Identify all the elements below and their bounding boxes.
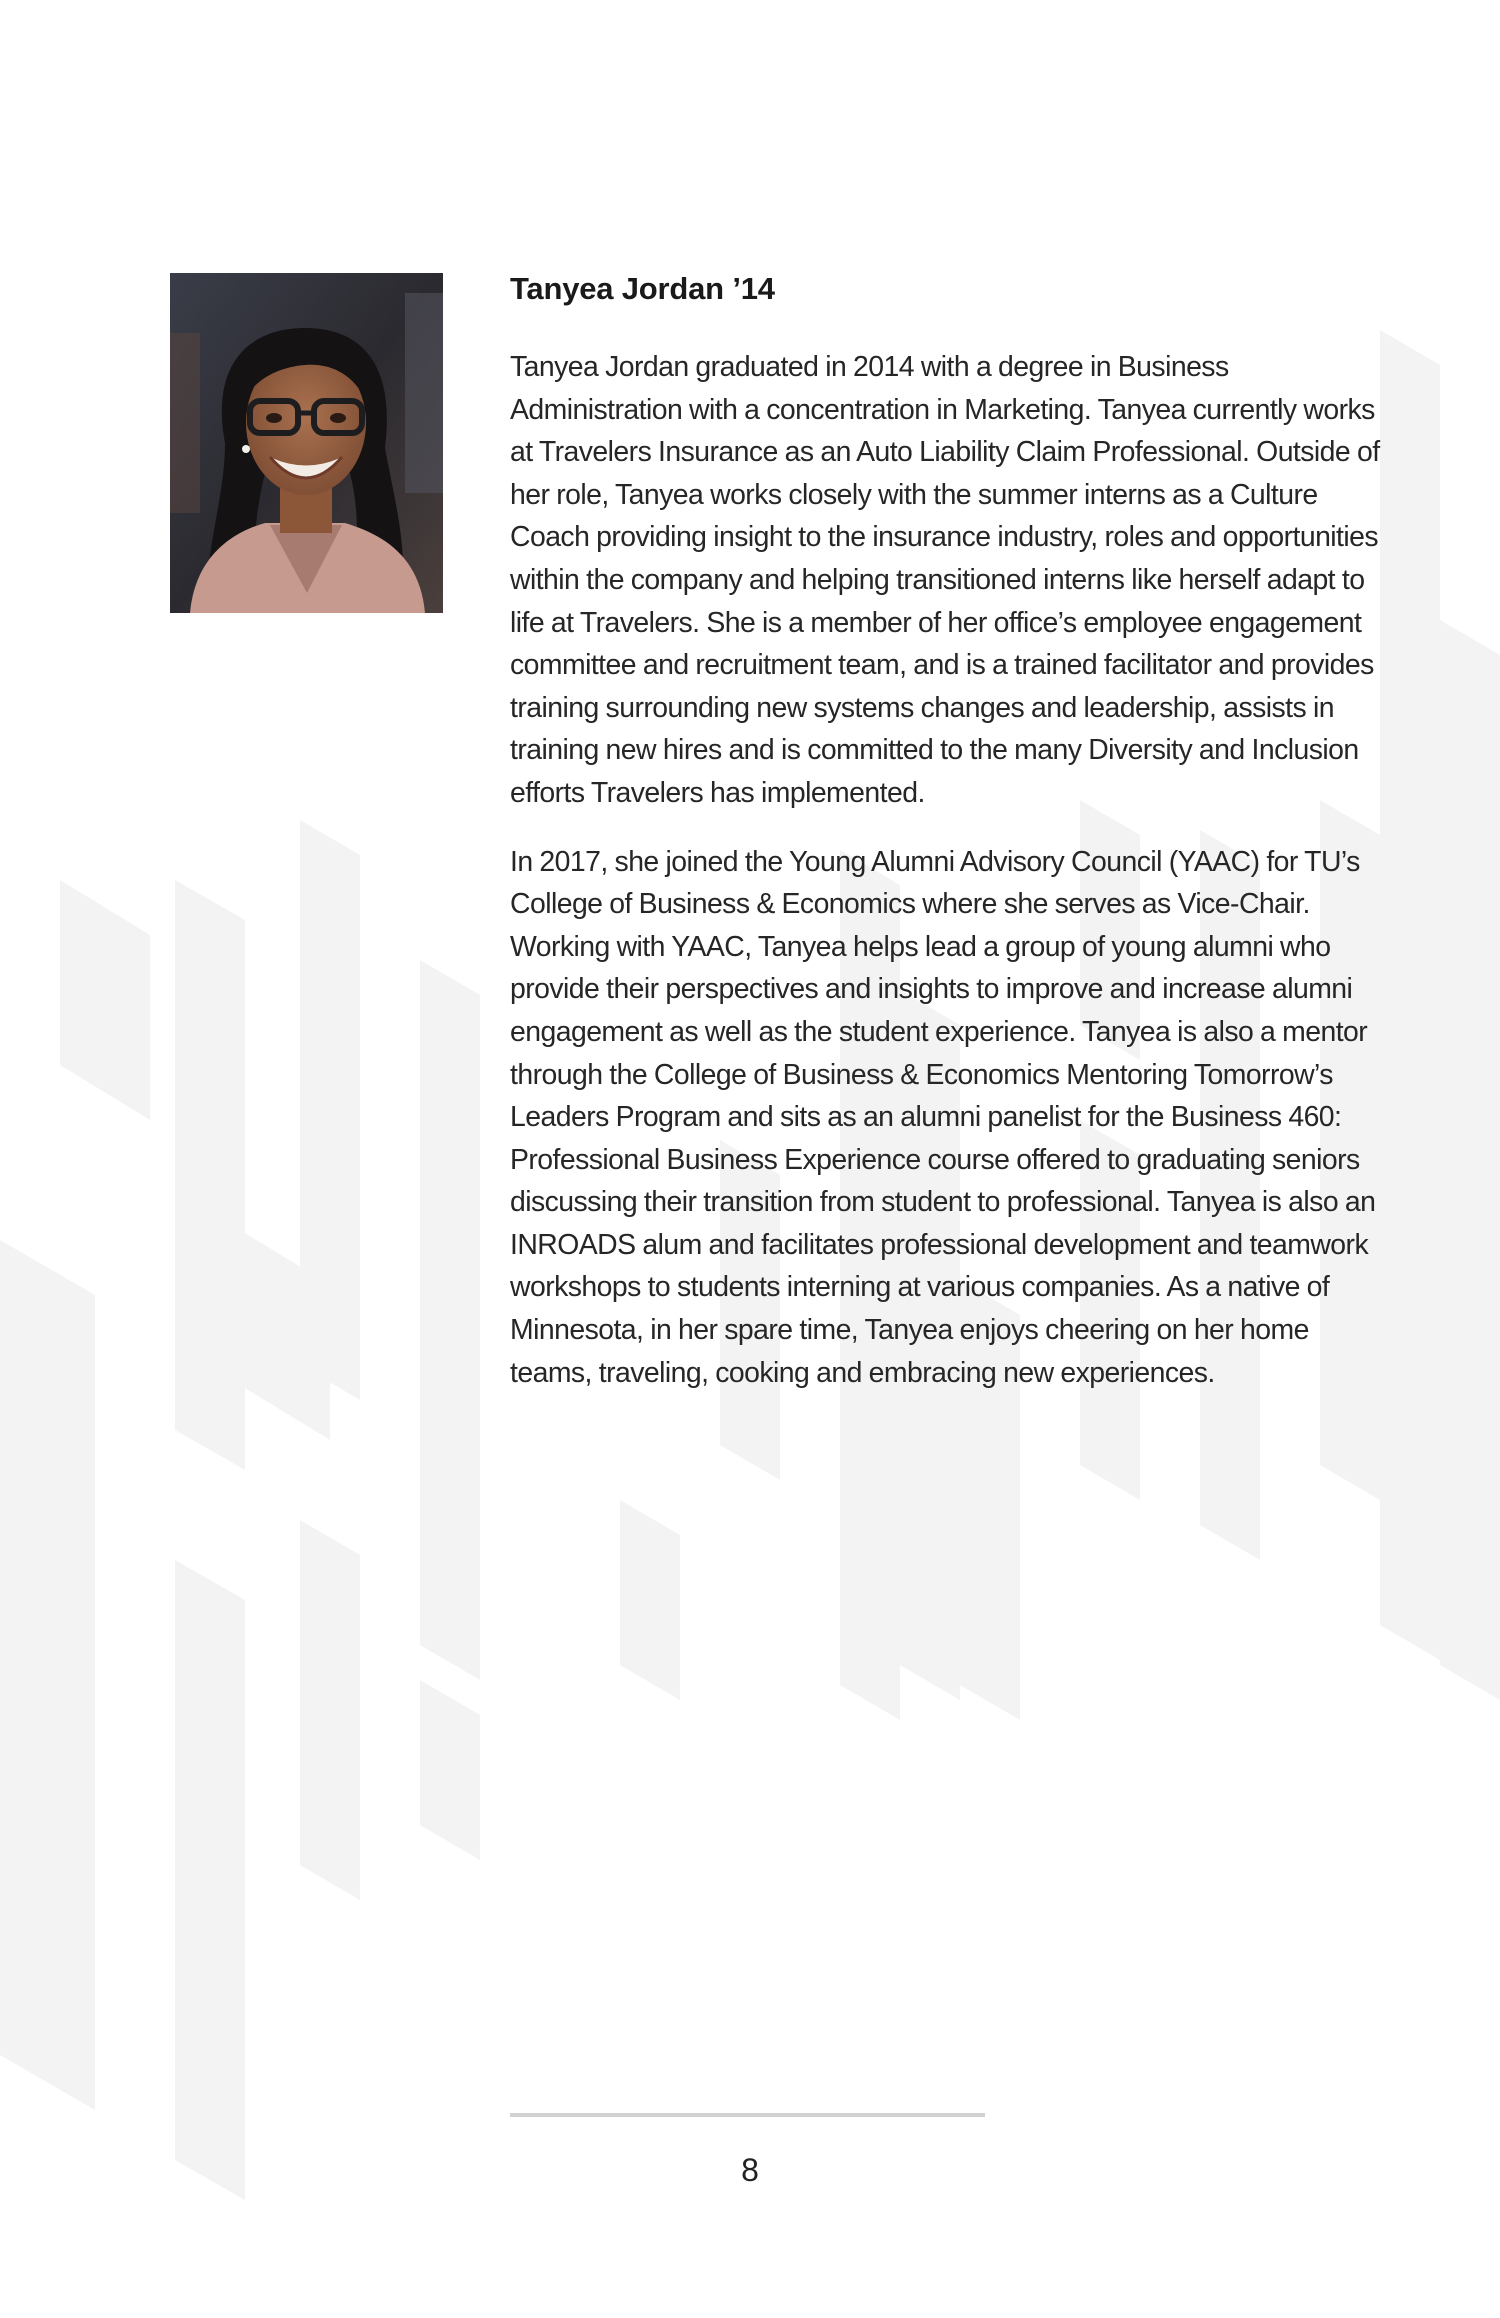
page-number: 8 — [741, 2152, 759, 2188]
bio-paragraph-2: In 2017, she joined the Young Alumni Advisory Council (YAAC) for TU’s College of Business & Economics where she serves as Vice-Chair. Working with YAAC, Tanyea helps lead a group of young alumni who provide their perspectives and insights to improve and increase alumni engagement as well as the student experience. Tanyea is also a mentor through the College of Business & Economics Mentoring Tomorrow’s Leaders Program and sits as an alumni panelist for the Business 460: Professional Business Experience course offered to graduating seniors discussing their transition from student to professional. Tanyea is also an INROADS alum and facilitates professional development and teamwork workshops to students interning at various companies. As a native of Minnesota, in her spare time, Tanyea enjoys cheering on her home teams, traveling, cooking and embracing new experiences. — [510, 845, 1376, 1389]
portrait-image — [170, 273, 443, 613]
profile-photo — [170, 273, 443, 613]
bio-section — [510, 266, 1390, 1420]
bio-paragraph-1: Tanyea Jordan graduated in 2014 with a degree in Business Administration with a concentration in Marketing. Tanyea currently works at Travelers Insurance as an Auto Liability Claim Professional. Outside of her role, Tanyea works closely with the summer interns as a Culture Coach providing insight to the insurance industry, roles and opportunities within the company and helping transitioned interns like herself adapt to life at Travelers. She is a member of her office’s employee engagement committee and recruitment team, and is a trained facilitator and provides training surrounding new systems changes and leadership, assists in training new hires and is committed to the many Diversity and Inclusion efforts Travelers has implemented. — [510, 351, 1380, 809]
profile-name: Tanyea Jordan ’14 — [510, 271, 775, 306]
footer-divider — [510, 2113, 985, 2117]
